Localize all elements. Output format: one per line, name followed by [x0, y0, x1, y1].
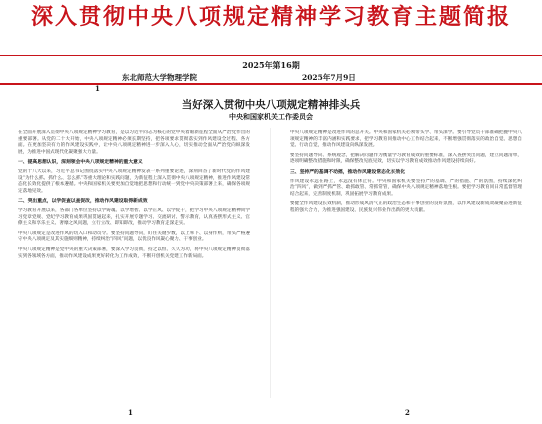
- left-column: [18, 130, 250, 263]
- issuing-unit: 东北师范大学物理学院: [122, 73, 197, 82]
- paragraph: 中央八项规定是改进作风的切入口和动员令。要坚持问题导向，盯住关键少数，以上率下、以身作则，带头严格遵守中央八项规定及其实施细则精神，持续纠治“四风”问题，以优良作风凝心聚力、干事创业。: [18, 230, 250, 243]
- section-heading: 一、提高思想认识，深刻领会中央八项规定精神的重大意义: [18, 159, 143, 166]
- right-column: [290, 130, 522, 218]
- page-number-right: 2: [405, 408, 410, 417]
- paragraph: 要健全作风建设长效机制，推动形成风清气正的政治生态和干事创业的良好氛围，以作风建设新成效凝聚奋进新征程的强大合力，为推进强国建设、民族复兴伟业作出新的更大贡献。: [290, 201, 522, 213]
- issue-date: 2025年7月9日: [302, 73, 356, 82]
- article-author: 中央和国家机关工作委员会: [229, 112, 313, 121]
- page-number-left: 1: [128, 408, 133, 417]
- paragraph: 作风建设永远在路上，永远没有休止符。中央和国家机关要坚持严的基调、严的措施、严的氛围，持续深化纠治“四风”，做到严抓严管、敢抓敢管、常抓常管，确保中央八项规定精神落地生根。要把学习教育同日常监督管理结合起来，完善制度机制，巩固拓展学习教育成果。: [290, 178, 522, 197]
- article-title: 当好深入贯彻中央八项规定精神排头兵: [181, 99, 361, 111]
- masthead-rule-bottom: [0, 83, 542, 85]
- paragraph: 在全面开展深入贯彻中央八项规定精神学习教育，是以习近平同志为核心的党中央着眼新征程全面从严治党作出的重要部署。从党的二十大开始，中央八项规定精神必须长期坚持，把各项要求贯彻落实到作风建设全过程、各方面。在更加坚决有力的作风建设实践中，让中央八项规定精神进一步深入人心，切实推动全面从严治党向纵深发展，为推进中国式现代化凝聚强大力量。: [18, 130, 250, 155]
- section-heading: 三、坚持严的基调不动摇，推动作风建设常态化长效化: [290, 168, 406, 175]
- paragraph: 中央八项规定精神是党中央的重大决策部署，要深入学习贯彻，持之以恒、久久为功，将中央八项规定精神贯彻落实到各领域各方面，推动作风建设成果更好转化为工作成效，不断开创机关党建工作新局面。: [18, 246, 250, 259]
- issue-number: 2025年第16期: [242, 60, 300, 70]
- paragraph: 党的十八大以来，习近平总书记围绕落实中央八项规定精神发表一系列重要论述，深刻回答了新时代党的作风建设“为什么抓、抓什么、怎么抓”等重大理论和实践问题，为新征程上深入贯彻中央八项规定精神，推进作风建设常态化长效化提供了根本遵循。中央和国家机关要更加自觉地把思想和行动统一到党中央决策部署上来，确保各项规定落地见效。: [18, 168, 250, 194]
- paragraph: 中央八项规定精神是改进作风的总开关。中央和国家机关必须带头学、带头深学。要引导党员干部准确把握中央八项规定精神的丰富内涵和实践要求，把学习教育同推动中心工作结合起来，不断增强贯彻落实的政治自觉、思想自觉、行动自觉，推动作风建设向纵深发展。: [290, 130, 522, 149]
- paragraph: 要坚持问题导向、系统观念，把解决问题作为衡量学习教育成效的重要标准，深入查摆突出问题，建立问题清单，逐项明确整改措施和时限，确保整改见底见效，切实以学习教育成效推动作风建设持续向好。: [290, 152, 522, 165]
- paragraph: 学习教育开展以来，各部门各单位坚持以学铸魂、以学增智、以学正风、以学促干，把学习中央八项规定精神同学习党章党规、党纪学习教育成果巩固贯通起来，扎实开展专题学习、交流研讨、警示教育，认真查摆形式主义、官僚主义和享乐主义、奢靡之风问题，立行立改、即知即改，推动学习教育走深走实。: [18, 207, 250, 227]
- column-divider: [270, 128, 271, 398]
- section-heading: 二、突出重点，以学促查以查促改，推动作风建设取得新成效: [18, 198, 148, 205]
- page-marker: 1: [95, 84, 100, 93]
- masthead-rule-top: [0, 55, 542, 56]
- masthead-title: 深入贯彻中央八项规定精神学习教育主题简报: [30, 4, 511, 30]
